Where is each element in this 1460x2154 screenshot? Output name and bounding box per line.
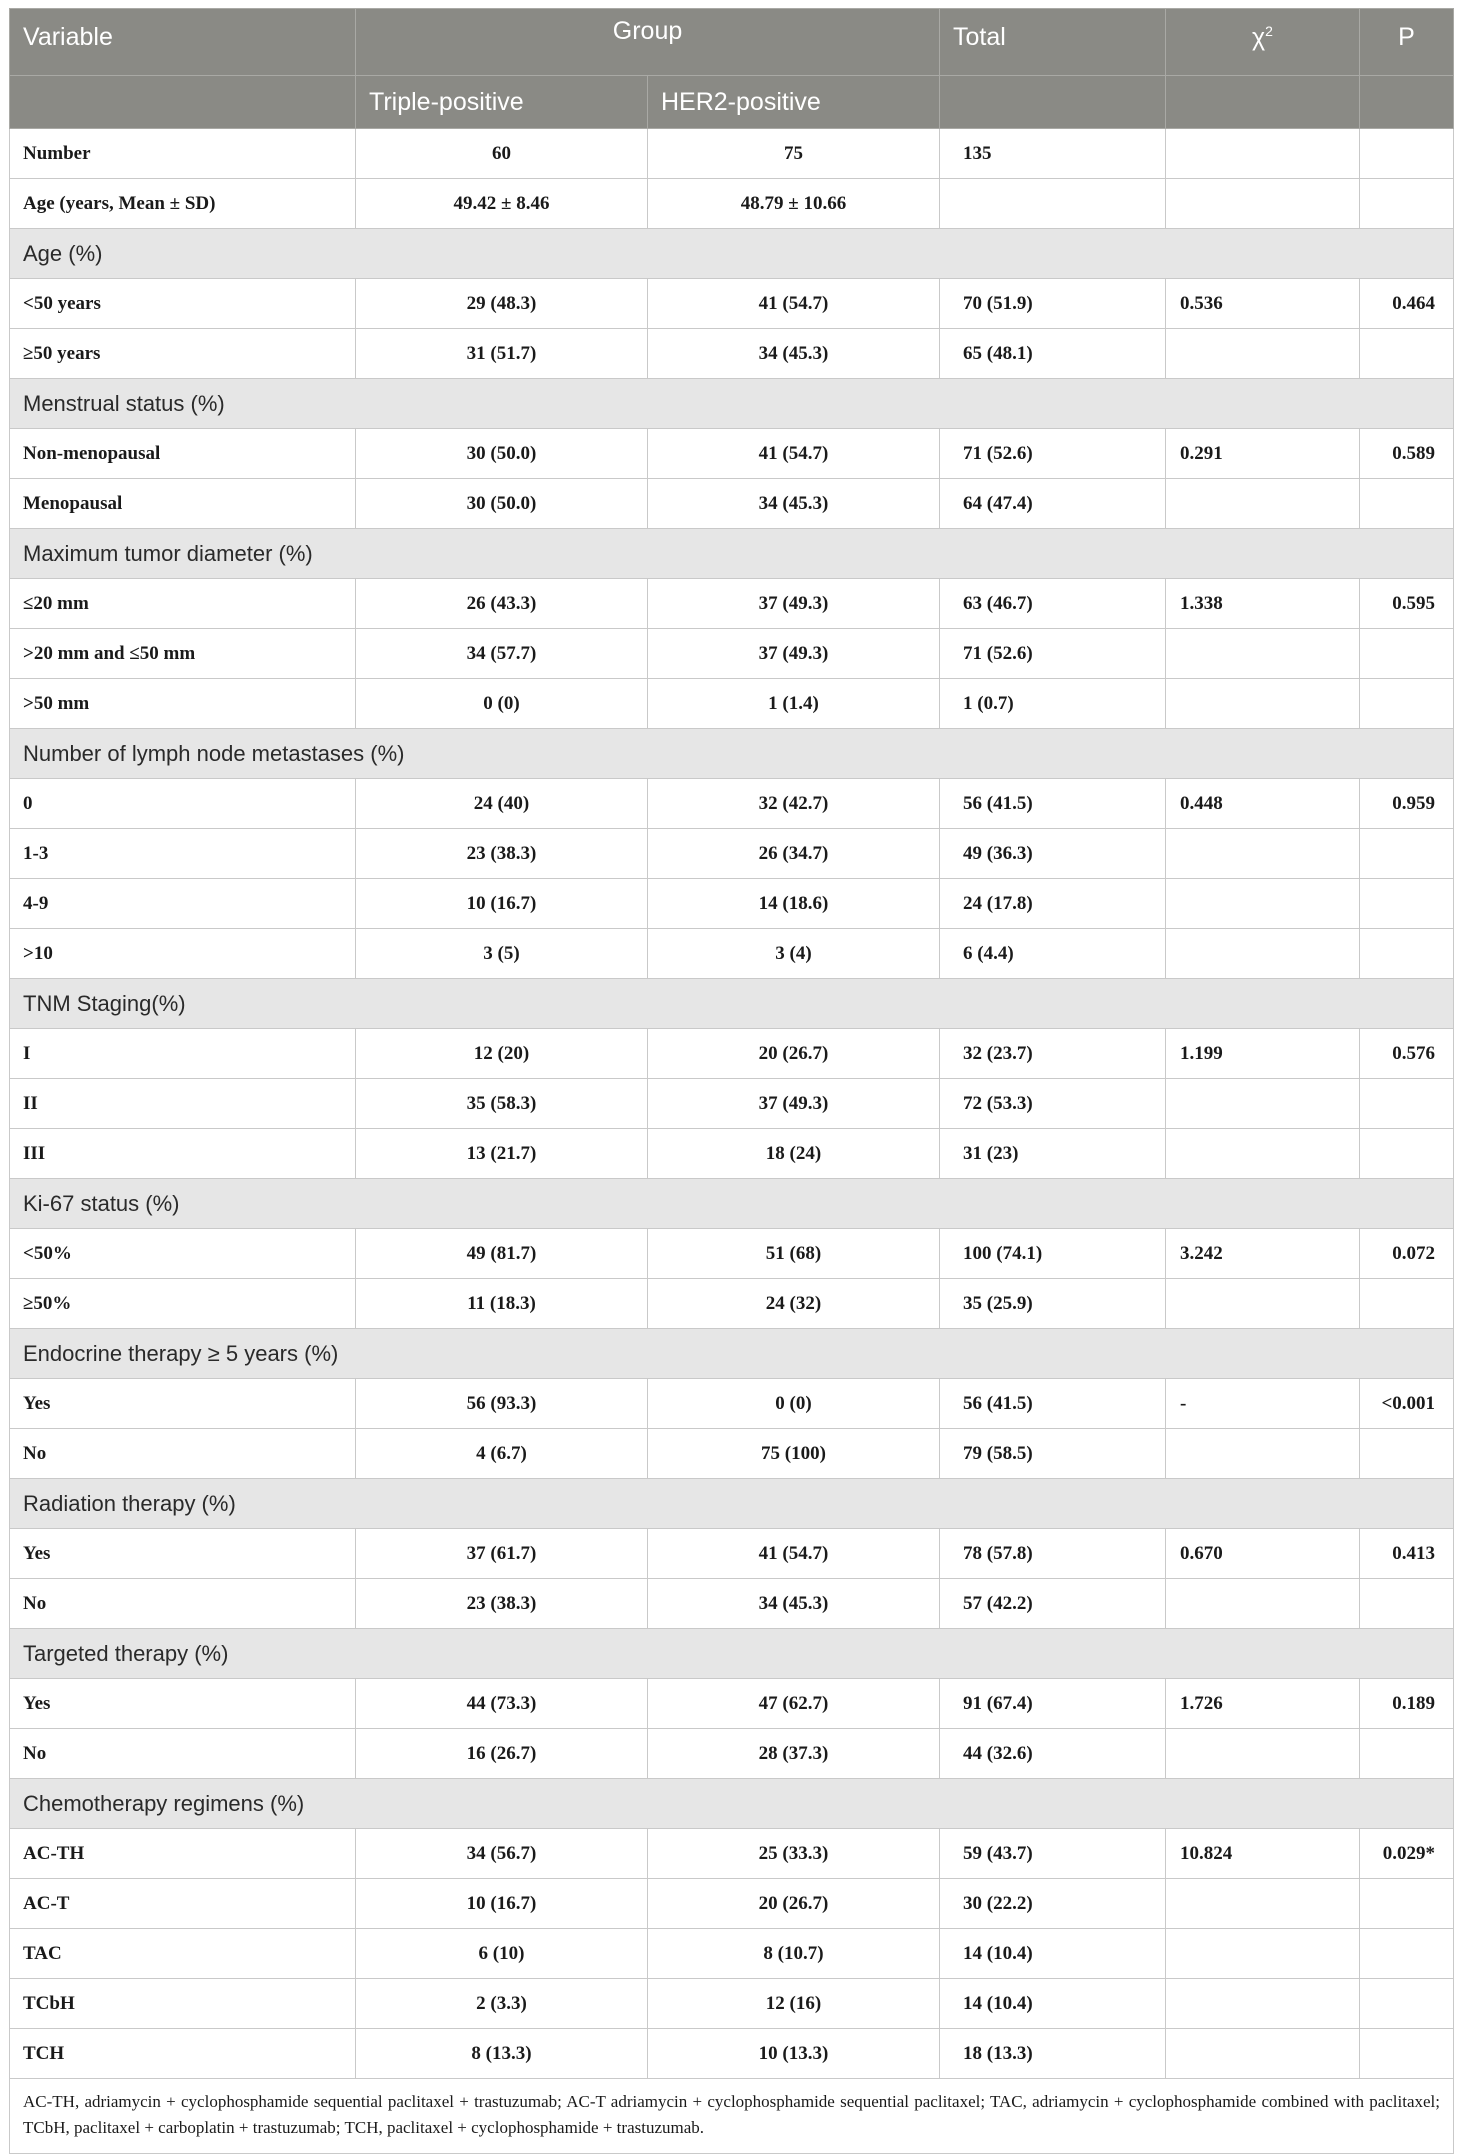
her2-positive-value: 51 (68) <box>648 1229 940 1279</box>
total-value: 1 (0.7) <box>940 679 1166 729</box>
table-row <box>10 1979 1454 2029</box>
chi-square-value <box>1166 929 1360 979</box>
total-value: 35 (25.9) <box>940 1279 1166 1329</box>
chi-square-value: 1.199 <box>1166 1029 1360 1079</box>
chi-square-value <box>1166 1579 1360 1629</box>
total-value: 63 (46.7) <box>940 579 1166 629</box>
triple-positive-value: 11 (18.3) <box>356 1279 648 1329</box>
header-blank-4 <box>1360 76 1454 129</box>
row-label: ≤20 mm <box>10 579 356 629</box>
chi-square-value <box>1166 1979 1360 2029</box>
p-value <box>1360 1879 1454 1929</box>
header-group: Group <box>356 9 940 76</box>
section-title: Endocrine therapy ≥ 5 years (%) <box>10 1329 1454 1379</box>
table-row <box>10 779 1454 829</box>
table-row <box>10 329 1454 379</box>
her2-positive-value: 25 (33.3) <box>648 1829 940 1879</box>
chi-square-value <box>1166 679 1360 729</box>
her2-positive-value: 28 (37.3) <box>648 1729 940 1779</box>
table-row <box>10 829 1454 879</box>
p-value: 0.072 <box>1360 1229 1454 1279</box>
total-value: 18 (13.3) <box>940 2029 1166 2079</box>
footnote-row <box>10 2079 1454 2154</box>
total-value: 14 (10.4) <box>940 1929 1166 1979</box>
table-row <box>10 1379 1454 1429</box>
her2-positive-value: 75 (100) <box>648 1429 940 1479</box>
total-value <box>940 179 1166 229</box>
section-title: Maximum tumor diameter (%) <box>10 529 1454 579</box>
row-label: Non-menopausal <box>10 429 356 479</box>
section-title: Menstrual status (%) <box>10 379 1454 429</box>
table-row <box>10 1929 1454 1979</box>
row-label: Age (years, Mean ± SD) <box>10 179 356 229</box>
row-label: III <box>10 1129 356 1179</box>
total-value: 32 (23.7) <box>940 1029 1166 1079</box>
total-value: 91 (67.4) <box>940 1679 1166 1729</box>
triple-positive-value: 8 (13.3) <box>356 2029 648 2079</box>
her2-positive-value: 20 (26.7) <box>648 1879 940 1929</box>
table-row <box>10 629 1454 679</box>
triple-positive-value: 31 (51.7) <box>356 329 648 379</box>
chi-square-value <box>1166 1879 1360 1929</box>
p-value: 0.959 <box>1360 779 1454 829</box>
triple-positive-value: 34 (56.7) <box>356 1829 648 1879</box>
table-row <box>10 1579 1454 1629</box>
her2-positive-value: 10 (13.3) <box>648 2029 940 2079</box>
chi-square-value: 10.824 <box>1166 1829 1360 1879</box>
row-label: No <box>10 1429 356 1479</box>
chi-square-value: 0.291 <box>1166 429 1360 479</box>
table-row <box>10 2029 1454 2079</box>
row-label: 1-3 <box>10 829 356 879</box>
row-label: AC-T <box>10 1879 356 1929</box>
her2-positive-value: 37 (49.3) <box>648 1079 940 1129</box>
her2-positive-value: 0 (0) <box>648 1379 940 1429</box>
header-blank-1 <box>10 76 356 129</box>
section-title: Age (%) <box>10 229 1454 279</box>
chi-square-value <box>1166 129 1360 179</box>
triple-positive-value: 60 <box>356 129 648 179</box>
p-value <box>1360 179 1454 229</box>
footnote: AC-TH, adriamycin + cyclophosphamide sequential paclitaxel + trastuzumab; AC-T adriamycin + cyclophosphamide sequential paclitaxel; TAC, adriamycin + cyclophosphamide combined with paclitaxel; TCbH, paclitaxel + carboplatin + trastuzumab; TCH, paclitaxel + cyclophosphamide + trastuzumab. <box>10 2079 1454 2154</box>
table-row <box>10 1679 1454 1729</box>
p-value: 0.595 <box>1360 579 1454 629</box>
p-value <box>1360 2029 1454 2079</box>
row-label: AC-TH <box>10 1829 356 1879</box>
section-header-row <box>10 1629 1454 1679</box>
section-header-row <box>10 1479 1454 1529</box>
her2-positive-value: 41 (54.7) <box>648 429 940 479</box>
section-title: Number of lymph node metastases (%) <box>10 729 1454 779</box>
p-value <box>1360 1129 1454 1179</box>
row-label: No <box>10 1729 356 1779</box>
total-value: 100 (74.1) <box>940 1229 1166 1279</box>
section-title: Targeted therapy (%) <box>10 1629 1454 1679</box>
her2-positive-value: 32 (42.7) <box>648 779 940 829</box>
table-row <box>10 429 1454 479</box>
header-blank-3 <box>1166 76 1360 129</box>
table-row <box>10 679 1454 729</box>
section-title: Radiation therapy (%) <box>10 1479 1454 1529</box>
her2-positive-value: 26 (34.7) <box>648 829 940 879</box>
section-header-row <box>10 1779 1454 1829</box>
triple-positive-value: 34 (57.7) <box>356 629 648 679</box>
section-title: Chemotherapy regimens (%) <box>10 1779 1454 1829</box>
header-row-2 <box>10 76 1454 129</box>
p-value <box>1360 1929 1454 1979</box>
row-label: TCbH <box>10 1979 356 2029</box>
triple-positive-value: 49.42 ± 8.46 <box>356 179 648 229</box>
her2-positive-value: 48.79 ± 10.66 <box>648 179 940 229</box>
row-label: TCH <box>10 2029 356 2079</box>
section-title: TNM Staging(%) <box>10 979 1454 1029</box>
section-title: Ki-67 status (%) <box>10 1179 1454 1229</box>
total-value: 79 (58.5) <box>940 1429 1166 1479</box>
header-variable: Variable <box>10 9 356 76</box>
table-row <box>10 579 1454 629</box>
her2-positive-value: 47 (62.7) <box>648 1679 940 1729</box>
table-row <box>10 1279 1454 1329</box>
table-row <box>10 479 1454 529</box>
triple-positive-value: 30 (50.0) <box>356 429 648 479</box>
triple-positive-value: 35 (58.3) <box>356 1079 648 1129</box>
row-label: ≥50 years <box>10 329 356 379</box>
her2-positive-value: 37 (49.3) <box>648 629 940 679</box>
her2-positive-value: 34 (45.3) <box>648 479 940 529</box>
section-header-row <box>10 379 1454 429</box>
table-row <box>10 129 1454 179</box>
section-header-row <box>10 229 1454 279</box>
her2-positive-value: 34 (45.3) <box>648 329 940 379</box>
row-label: I <box>10 1029 356 1079</box>
her2-positive-value: 3 (4) <box>648 929 940 979</box>
total-value: 71 (52.6) <box>940 429 1166 479</box>
total-value: 72 (53.3) <box>940 1079 1166 1129</box>
triple-positive-value: 56 (93.3) <box>356 1379 648 1429</box>
total-value: 57 (42.2) <box>940 1579 1166 1629</box>
chi-square-value <box>1166 2029 1360 2079</box>
table-row <box>10 1129 1454 1179</box>
section-header-row <box>10 979 1454 1029</box>
her2-positive-value: 1 (1.4) <box>648 679 940 729</box>
header-blank-2 <box>940 76 1166 129</box>
header-chi-square <box>1166 9 1360 76</box>
triple-positive-value: 10 (16.7) <box>356 1879 648 1929</box>
p-value <box>1360 1279 1454 1329</box>
triple-positive-value: 49 (81.7) <box>356 1229 648 1279</box>
section-header-row <box>10 1329 1454 1379</box>
row-label: 0 <box>10 779 356 829</box>
chi-square-value <box>1166 879 1360 929</box>
chi-square-value <box>1166 1729 1360 1779</box>
chi-square-value: 0.670 <box>1166 1529 1360 1579</box>
her2-positive-value: 41 (54.7) <box>648 1529 940 1579</box>
p-value <box>1360 1729 1454 1779</box>
row-label: <50% <box>10 1229 356 1279</box>
triple-positive-value: 24 (40) <box>356 779 648 829</box>
table-row <box>10 929 1454 979</box>
her2-positive-value: 75 <box>648 129 940 179</box>
table-row <box>10 879 1454 929</box>
chi-square-value <box>1166 1129 1360 1179</box>
total-value: 64 (47.4) <box>940 479 1166 529</box>
row-label: Yes <box>10 1679 356 1729</box>
p-value: 0.576 <box>1360 1029 1454 1079</box>
table-row <box>10 1729 1454 1779</box>
her2-positive-value: 18 (24) <box>648 1129 940 1179</box>
total-value: 78 (57.8) <box>940 1529 1166 1579</box>
p-value <box>1360 829 1454 879</box>
row-label: Yes <box>10 1379 356 1429</box>
p-value: 0.589 <box>1360 429 1454 479</box>
chi-square-value: 3.242 <box>1166 1229 1360 1279</box>
her2-positive-value: 20 (26.7) <box>648 1029 940 1079</box>
triple-positive-value: 23 (38.3) <box>356 829 648 879</box>
total-value: 135 <box>940 129 1166 179</box>
total-value: 31 (23) <box>940 1129 1166 1179</box>
total-value: 6 (4.4) <box>940 929 1166 979</box>
chi-square-value <box>1166 329 1360 379</box>
data-table-container <box>9 8 1453 2154</box>
chi-square-value: 1.338 <box>1166 579 1360 629</box>
her2-positive-value: 12 (16) <box>648 1979 940 2029</box>
row-label: 4-9 <box>10 879 356 929</box>
triple-positive-value: 4 (6.7) <box>356 1429 648 1479</box>
p-value <box>1360 1079 1454 1129</box>
p-value: <0.001 <box>1360 1379 1454 1429</box>
chi-square-value <box>1166 1429 1360 1479</box>
chi-square-value: 0.448 <box>1166 779 1360 829</box>
triple-positive-value: 29 (48.3) <box>356 279 648 329</box>
p-value: 0.464 <box>1360 279 1454 329</box>
triple-positive-value: 13 (21.7) <box>356 1129 648 1179</box>
p-value <box>1360 479 1454 529</box>
total-value: 24 (17.8) <box>940 879 1166 929</box>
triple-positive-value: 16 (26.7) <box>356 1729 648 1779</box>
row-label: >10 <box>10 929 356 979</box>
p-value <box>1360 629 1454 679</box>
p-value: 0.413 <box>1360 1529 1454 1579</box>
table-row <box>10 1429 1454 1479</box>
chi-superscript: 2 <box>1265 23 1273 39</box>
p-value <box>1360 1979 1454 2029</box>
her2-positive-value: 8 (10.7) <box>648 1929 940 1979</box>
triple-positive-value: 0 (0) <box>356 679 648 729</box>
table-row <box>10 1879 1454 1929</box>
table-row <box>10 1529 1454 1579</box>
row-label: ≥50% <box>10 1279 356 1329</box>
total-value: 65 (48.1) <box>940 329 1166 379</box>
triple-positive-value: 37 (61.7) <box>356 1529 648 1579</box>
chi-square-value <box>1166 179 1360 229</box>
p-value <box>1360 1429 1454 1479</box>
row-label: Menopausal <box>10 479 356 529</box>
p-value <box>1360 879 1454 929</box>
her2-positive-value: 41 (54.7) <box>648 279 940 329</box>
table-row <box>10 1829 1454 1879</box>
triple-positive-value: 23 (38.3) <box>356 1579 648 1629</box>
total-value: 56 (41.5) <box>940 779 1166 829</box>
total-value: 59 (43.7) <box>940 1829 1166 1879</box>
header-triple-positive: Triple-positive <box>356 76 648 129</box>
table-row <box>10 179 1454 229</box>
her2-positive-value: 24 (32) <box>648 1279 940 1329</box>
p-value <box>1360 129 1454 179</box>
table-row <box>10 1079 1454 1129</box>
her2-positive-value: 37 (49.3) <box>648 579 940 629</box>
p-value: 0.189 <box>1360 1679 1454 1729</box>
chi-square-value <box>1166 1079 1360 1129</box>
triple-positive-value: 26 (43.3) <box>356 579 648 629</box>
total-value: 70 (51.9) <box>940 279 1166 329</box>
total-value: 71 (52.6) <box>940 629 1166 679</box>
her2-positive-value: 34 (45.3) <box>648 1579 940 1629</box>
total-value: 30 (22.2) <box>940 1879 1166 1929</box>
total-value: 49 (36.3) <box>940 829 1166 879</box>
table-row <box>10 1229 1454 1279</box>
triple-positive-value: 10 (16.7) <box>356 879 648 929</box>
total-value: 44 (32.6) <box>940 1729 1166 1779</box>
chi-square-value: - <box>1166 1379 1360 1429</box>
chi-square-value <box>1166 1929 1360 1979</box>
her2-positive-value: 14 (18.6) <box>648 879 940 929</box>
row-label: II <box>10 1079 356 1129</box>
p-value <box>1360 929 1454 979</box>
chi-square-value <box>1166 1279 1360 1329</box>
triple-positive-value: 6 (10) <box>356 1929 648 1979</box>
triple-positive-value: 12 (20) <box>356 1029 648 1079</box>
section-header-row <box>10 529 1454 579</box>
row-label: Yes <box>10 1529 356 1579</box>
header-row-1 <box>10 9 1454 76</box>
header-total: Total <box>940 9 1166 76</box>
row-label: >20 mm and ≤50 mm <box>10 629 356 679</box>
chi-square-value: 0.536 <box>1166 279 1360 329</box>
total-value: 14 (10.4) <box>940 1979 1166 2029</box>
total-value: 56 (41.5) <box>940 1379 1166 1429</box>
header-her2-positive: HER2-positive <box>648 76 940 129</box>
row-label: TAC <box>10 1929 356 1979</box>
row-label: Number <box>10 129 356 179</box>
chi-square-value <box>1166 829 1360 879</box>
header-p: P <box>1360 9 1454 76</box>
triple-positive-value: 3 (5) <box>356 929 648 979</box>
row-label: >50 mm <box>10 679 356 729</box>
chi-square-value: 1.726 <box>1166 1679 1360 1729</box>
chi-symbol: χ <box>1252 23 1266 52</box>
table-row <box>10 279 1454 329</box>
triple-positive-value: 30 (50.0) <box>356 479 648 529</box>
row-label: No <box>10 1579 356 1629</box>
p-value <box>1360 329 1454 379</box>
patient-characteristics-table <box>9 8 1454 2154</box>
chi-square-value <box>1166 629 1360 679</box>
table-header <box>10 9 1454 129</box>
section-header-row <box>10 1179 1454 1229</box>
chi-square-value <box>1166 479 1360 529</box>
table-body <box>10 129 1454 2154</box>
p-value: 0.029* <box>1360 1829 1454 1879</box>
p-value <box>1360 679 1454 729</box>
triple-positive-value: 2 (3.3) <box>356 1979 648 2029</box>
table-row <box>10 1029 1454 1079</box>
triple-positive-value: 44 (73.3) <box>356 1679 648 1729</box>
p-value <box>1360 1579 1454 1629</box>
section-header-row <box>10 729 1454 779</box>
row-label: <50 years <box>10 279 356 329</box>
